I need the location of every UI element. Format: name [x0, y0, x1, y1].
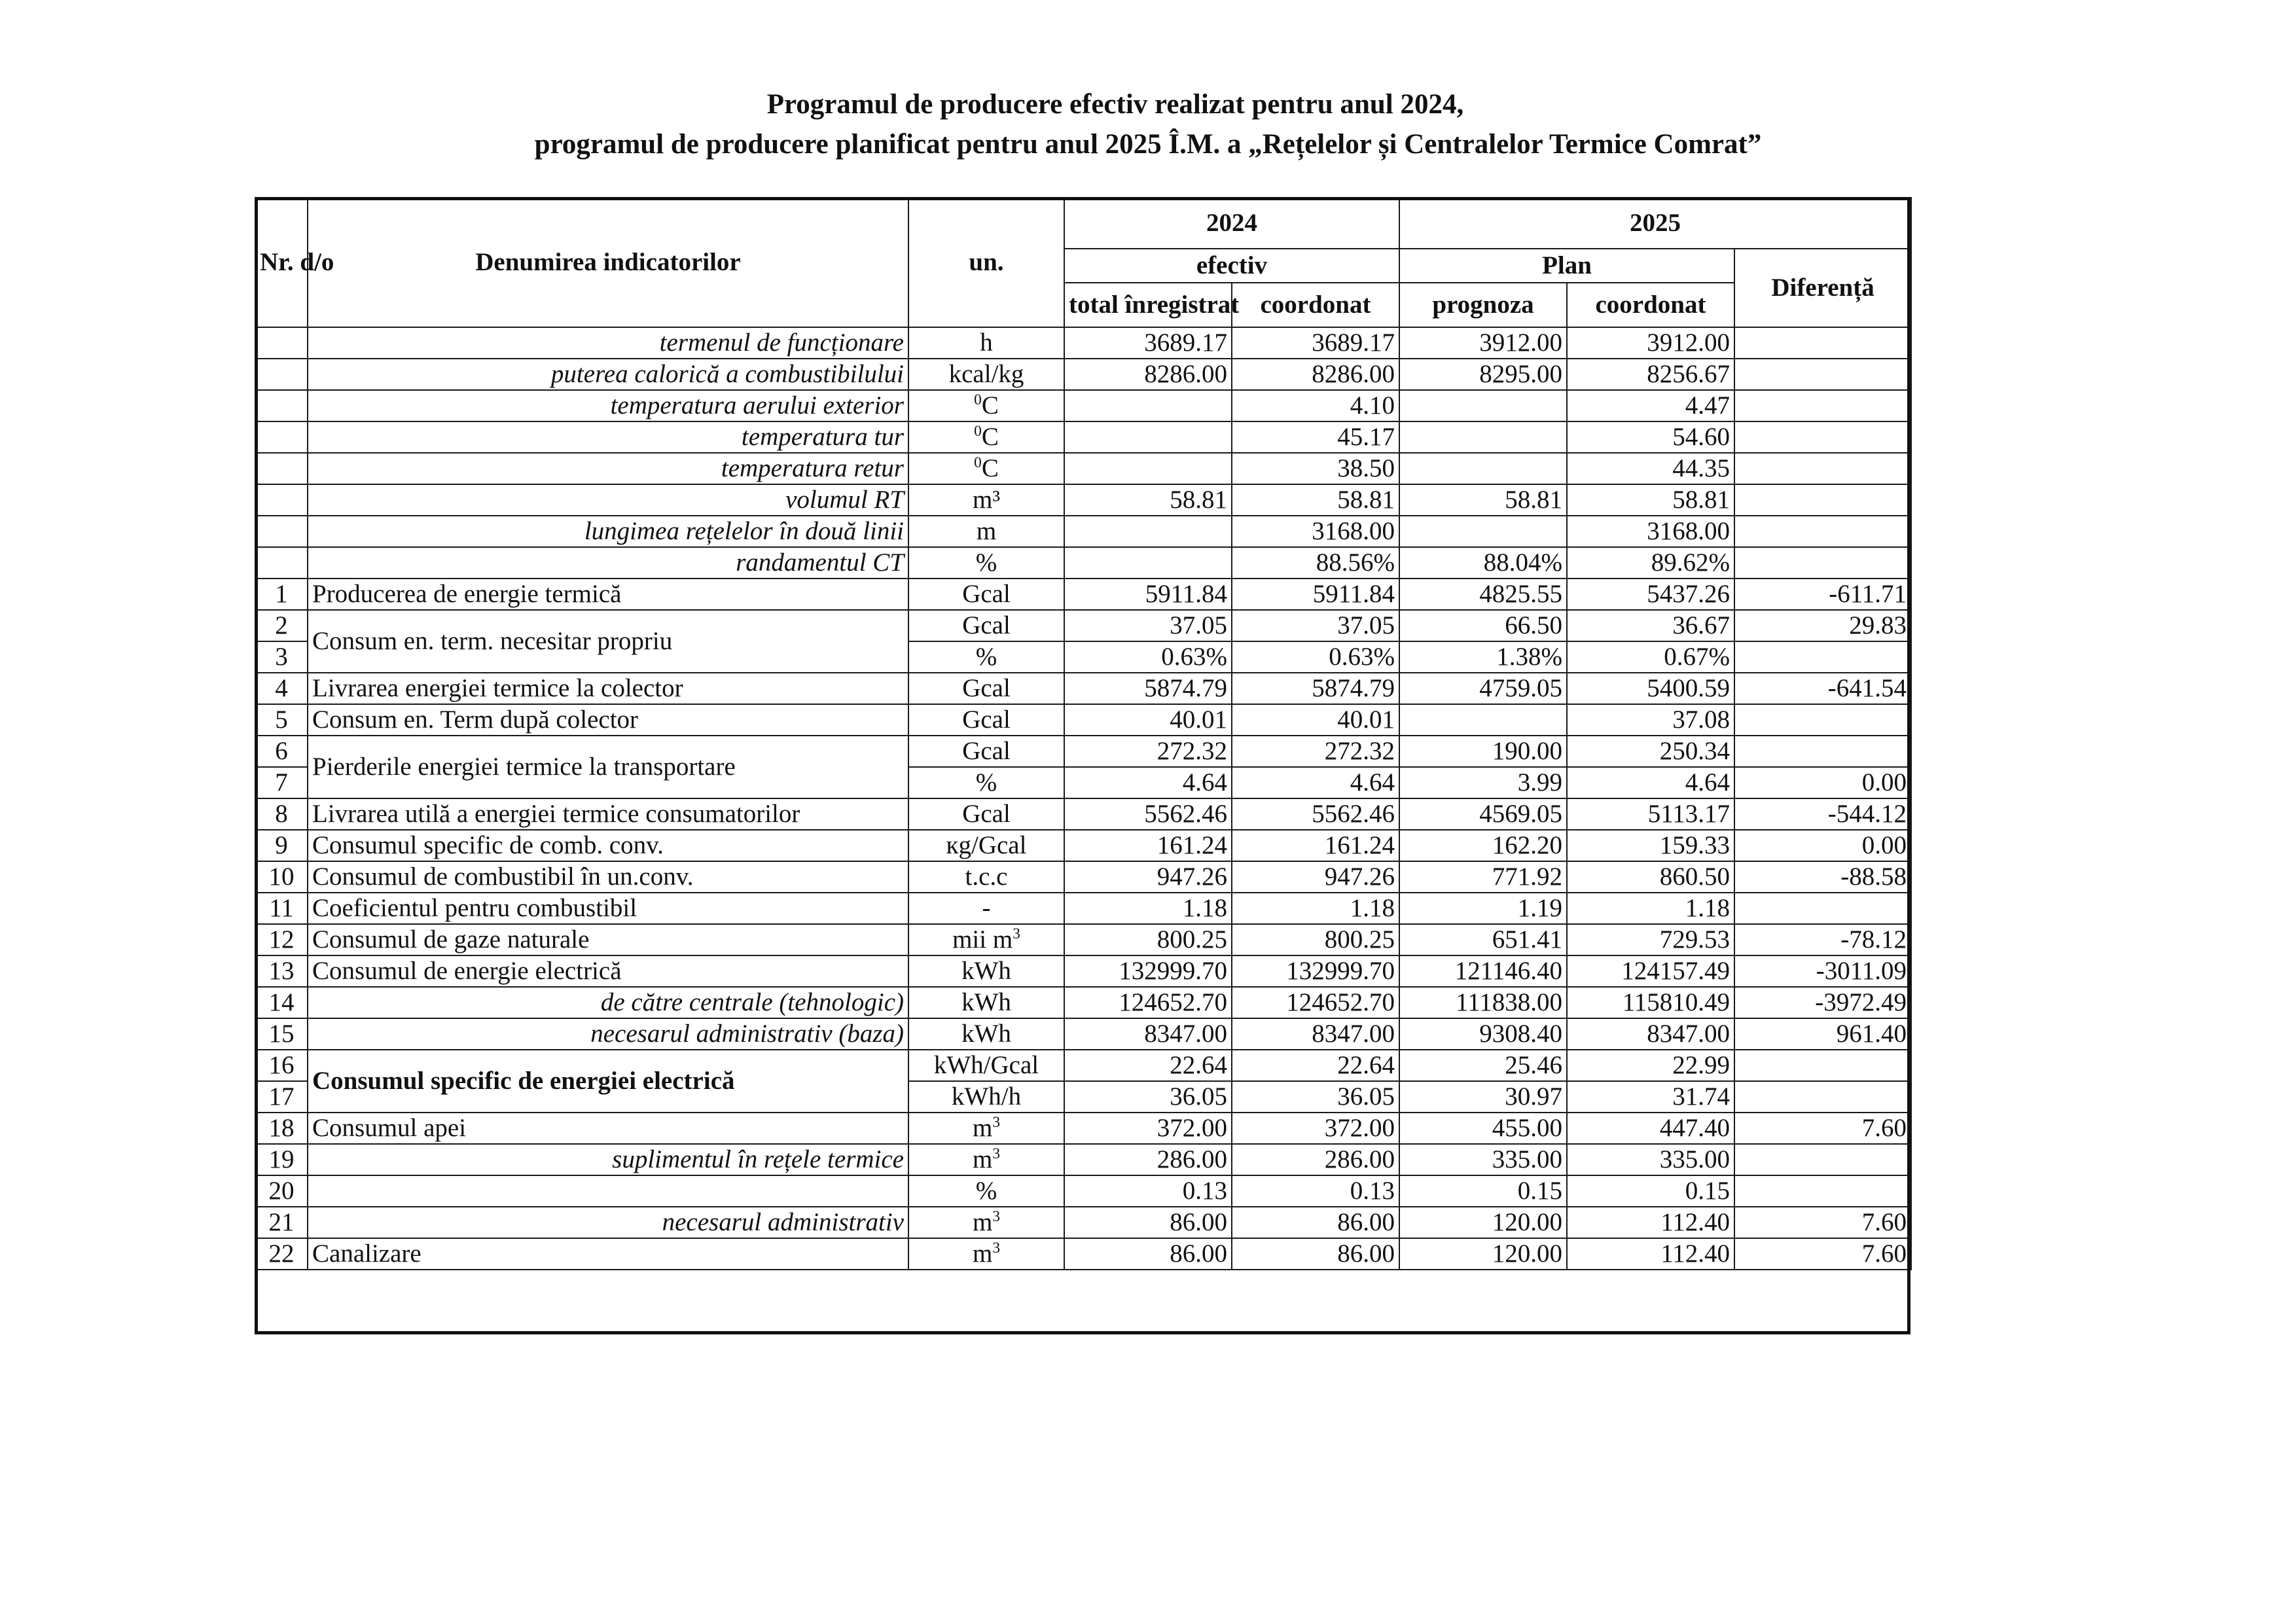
value-total-inregistrat: 36.05: [1064, 1081, 1232, 1113]
value-coordonat-2025: 112.40: [1567, 1238, 1734, 1270]
row-number: 13: [255, 955, 308, 987]
value-total-inregistrat: 286.00: [1064, 1144, 1232, 1175]
unit-cell-superscript: 0: [974, 391, 982, 408]
row-number: 19: [255, 1144, 308, 1175]
table-row: [255, 1207, 1911, 1238]
unit-cell-base: C: [981, 391, 999, 419]
value-coordonat-2025: 5113.17: [1567, 798, 1734, 830]
indicator-name: Producerea de energie termică: [308, 579, 908, 610]
unit-cell: кg/Gcal: [908, 830, 1064, 861]
value-total-inregistrat: 1.18: [1064, 893, 1232, 924]
table-row: [255, 861, 1911, 893]
indicator-name: Consumul specific de energiei electrică: [308, 1050, 908, 1113]
header-plan: Plan: [1399, 249, 1734, 283]
row-number: 5: [255, 704, 308, 736]
value-coordonat-2025: 335.00: [1567, 1144, 1734, 1175]
parameter-row: [255, 547, 1911, 579]
value-diferenta: [1734, 1144, 1911, 1175]
table-row: [255, 924, 1911, 955]
value-diferenta: [1734, 641, 1911, 673]
indicator-name: temperatura tur: [308, 421, 908, 453]
unit-cell-base: C: [981, 454, 999, 482]
value-coordonat-2024: 86.00: [1232, 1207, 1399, 1238]
header-indicator: Denumirea indicatorilor: [308, 198, 908, 327]
unit-cell: Gcal: [908, 610, 1064, 641]
row-number: [255, 484, 308, 516]
unit-cell: [908, 453, 1064, 484]
value-coordonat-2025: 729.53: [1567, 924, 1734, 955]
unit-cell-base: mii m: [952, 925, 1013, 954]
unit-cell-base: m: [972, 1240, 993, 1268]
value-coordonat-2025: 54.60: [1567, 421, 1734, 453]
row-number: 20: [255, 1175, 308, 1207]
value-coordonat-2025: 0.67%: [1567, 641, 1734, 673]
row-number: [255, 359, 308, 390]
value-total-inregistrat: 4.64: [1064, 767, 1232, 798]
row-number: 9: [255, 830, 308, 861]
unit-cell: kWh/Gcal: [908, 1050, 1064, 1081]
table-row: [255, 736, 1911, 767]
value-coordonat-2025: 159.33: [1567, 830, 1734, 861]
header-row-1: [255, 198, 1911, 249]
value-coordonat-2024: 161.24: [1232, 830, 1399, 861]
value-coordonat-2025: 860.50: [1567, 861, 1734, 893]
table-row: [255, 798, 1911, 830]
unit-cell-superscript: 0: [974, 423, 982, 440]
value-coordonat-2025: 22.99: [1567, 1050, 1734, 1081]
unit-cell-base: C: [981, 423, 999, 451]
value-prognoza: 3.99: [1399, 767, 1567, 798]
value-coordonat-2025: 44.35: [1567, 453, 1734, 484]
table-row: [255, 1018, 1911, 1050]
row-number: 15: [255, 1018, 308, 1050]
row-number: 3: [255, 641, 308, 673]
value-diferenta: [1734, 736, 1911, 767]
row-number: 18: [255, 1113, 308, 1144]
value-prognoza: 88.04%: [1399, 547, 1567, 579]
value-coordonat-2024: 86.00: [1232, 1238, 1399, 1270]
unit-cell: kWh: [908, 955, 1064, 987]
value-prognoza: [1399, 453, 1567, 484]
row-number: 1: [255, 579, 308, 610]
value-total-inregistrat: 37.05: [1064, 610, 1232, 641]
unit-cell: kWh: [908, 1018, 1064, 1050]
unit-cell: Gcal: [908, 673, 1064, 704]
value-total-inregistrat: 5562.46: [1064, 798, 1232, 830]
value-prognoza: 455.00: [1399, 1113, 1567, 1144]
value-coordonat-2024: 45.17: [1232, 421, 1399, 453]
value-prognoza: 121146.40: [1399, 955, 1567, 987]
parameter-row: [255, 359, 1911, 390]
unit-cell-superscript: 3: [992, 1145, 1001, 1162]
row-number: 12: [255, 924, 308, 955]
value-prognoza: 30.97: [1399, 1081, 1567, 1113]
parameter-row: [255, 421, 1911, 453]
value-coordonat-2025: 250.34: [1567, 736, 1734, 767]
table-row: [255, 1175, 1911, 1207]
value-coordonat-2024: 22.64: [1232, 1050, 1399, 1081]
value-diferenta: 7.60: [1734, 1113, 1911, 1144]
value-coordonat-2025: 447.40: [1567, 1113, 1734, 1144]
value-total-inregistrat: 124652.70: [1064, 987, 1232, 1018]
row-number: 4: [255, 673, 308, 704]
value-coordonat-2025: 5400.59: [1567, 673, 1734, 704]
value-total-inregistrat: 8286.00: [1064, 359, 1232, 390]
unit-cell: Gcal: [908, 736, 1064, 767]
row-number: 6: [255, 736, 308, 767]
value-diferenta: [1734, 1081, 1911, 1113]
indicator-name: Consumul specific de comb. conv.: [308, 830, 908, 861]
value-coordonat-2024: 3689.17: [1232, 327, 1399, 359]
value-coordonat-2024: 37.05: [1232, 610, 1399, 641]
indicator-name: Consum en. Term după colector: [308, 704, 908, 736]
document-title-line-1: Programul de producere efectiv realizat pentru anul 2024,: [766, 89, 1464, 120]
unit-cell: h: [908, 327, 1064, 359]
row-number: [255, 390, 308, 421]
unit-cell: Gcal: [908, 579, 1064, 610]
indicator-name: Consumul de combustibil în un.conv.: [308, 861, 908, 893]
indicator-name: Consumul de gaze naturale: [308, 924, 908, 955]
header-coordonat-2025: coordonat: [1567, 283, 1734, 327]
table-row: [255, 1113, 1911, 1144]
row-number: 21: [255, 1207, 308, 1238]
value-prognoza: 771.92: [1399, 861, 1567, 893]
value-coordonat-2024: 947.26: [1232, 861, 1399, 893]
indicator-name: Coeficientul pentru combustibil: [308, 893, 908, 924]
indicator-name: temperatura aerului exterior: [308, 390, 908, 421]
value-coordonat-2025: 37.08: [1567, 704, 1734, 736]
indicator-name: termenul de funcționare: [308, 327, 908, 359]
unit-cell-superscript: 3: [992, 1240, 1001, 1257]
unit-cell-base: m: [972, 1145, 993, 1173]
value-prognoza: 1.19: [1399, 893, 1567, 924]
value-diferenta: -611.71: [1734, 579, 1911, 610]
row-number: 14: [255, 987, 308, 1018]
unit-cell: %: [908, 767, 1064, 798]
unit-cell: Gcal: [908, 704, 1064, 736]
value-diferenta: [1734, 453, 1911, 484]
row-number: 7: [255, 767, 308, 798]
row-number: [255, 421, 308, 453]
value-coordonat-2025: 124157.49: [1567, 955, 1734, 987]
row-number: 10: [255, 861, 308, 893]
unit-cell: [908, 1144, 1064, 1175]
header-year-2024: 2024: [1064, 198, 1399, 249]
value-diferenta: 0.00: [1734, 830, 1911, 861]
value-coordonat-2024: 3168.00: [1232, 516, 1399, 547]
parameter-row: [255, 327, 1911, 359]
indicator-name: Consumul apei: [308, 1113, 908, 1144]
value-coordonat-2024: 272.32: [1232, 736, 1399, 767]
value-diferenta: -3972.49: [1734, 987, 1911, 1018]
value-total-inregistrat: 3689.17: [1064, 327, 1232, 359]
value-diferenta: [1734, 547, 1911, 579]
indicator-name: randamentul CT: [308, 547, 908, 579]
indicator-name: [308, 1175, 908, 1207]
value-prognoza: 335.00: [1399, 1144, 1567, 1175]
value-coordonat-2024: 36.05: [1232, 1081, 1399, 1113]
value-coordonat-2024: 0.13: [1232, 1175, 1399, 1207]
value-prognoza: 120.00: [1399, 1238, 1567, 1270]
value-total-inregistrat: [1064, 390, 1232, 421]
value-coordonat-2025: 58.81: [1567, 484, 1734, 516]
value-diferenta: [1734, 484, 1911, 516]
value-diferenta: [1734, 1050, 1911, 1081]
value-coordonat-2024: 1.18: [1232, 893, 1399, 924]
row-number: 8: [255, 798, 308, 830]
value-total-inregistrat: [1064, 453, 1232, 484]
value-prognoza: 4759.05: [1399, 673, 1567, 704]
unit-cell: kWh: [908, 987, 1064, 1018]
row-number: [255, 516, 308, 547]
value-total-inregistrat: 5911.84: [1064, 579, 1232, 610]
value-total-inregistrat: [1064, 547, 1232, 579]
value-diferenta: 0.00: [1734, 767, 1911, 798]
value-coordonat-2024: 40.01: [1232, 704, 1399, 736]
unit-cell: -: [908, 893, 1064, 924]
value-diferenta: -641.54: [1734, 673, 1911, 704]
indicator-name: suplimentul în rețele termice: [308, 1144, 908, 1175]
value-diferenta: 29.83: [1734, 610, 1911, 641]
indicator-name: temperatura retur: [308, 453, 908, 484]
value-coordonat-2025: 8347.00: [1567, 1018, 1734, 1050]
indicator-name: Livrarea utilă a energiei termice consumatorilor: [308, 798, 908, 830]
indicator-name: Pierderile energiei termice la transportare: [308, 736, 908, 798]
value-prognoza: 651.41: [1399, 924, 1567, 955]
table-row: [255, 1144, 1911, 1175]
value-total-inregistrat: 86.00: [1064, 1207, 1232, 1238]
value-coordonat-2025: 8256.67: [1567, 359, 1734, 390]
value-total-inregistrat: [1064, 421, 1232, 453]
value-prognoza: 120.00: [1399, 1207, 1567, 1238]
value-coordonat-2025: 31.74: [1567, 1081, 1734, 1113]
value-total-inregistrat: 272.32: [1064, 736, 1232, 767]
value-coordonat-2024: 4.64: [1232, 767, 1399, 798]
unit-cell-base: m: [972, 1208, 993, 1236]
unit-cell: [908, 421, 1064, 453]
unit-cell: %: [908, 1175, 1064, 1207]
value-total-inregistrat: 22.64: [1064, 1050, 1232, 1081]
value-prognoza: 190.00: [1399, 736, 1567, 767]
value-coordonat-2024: 5562.46: [1232, 798, 1399, 830]
table-row: [255, 610, 1911, 641]
value-coordonat-2025: 36.67: [1567, 610, 1734, 641]
document-title-line-2: programul de producere planificat pentru anul 2025 Î.M. a „Rețelelor și Centralelor Termice Comrat”: [534, 129, 1762, 160]
value-prognoza: 4825.55: [1399, 579, 1567, 610]
value-total-inregistrat: 86.00: [1064, 1238, 1232, 1270]
parameter-row: [255, 484, 1911, 516]
value-diferenta: [1734, 421, 1911, 453]
unit-cell: [908, 1207, 1064, 1238]
value-total-inregistrat: [1064, 516, 1232, 547]
table-row: [255, 955, 1911, 987]
value-coordonat-2025: 115810.49: [1567, 987, 1734, 1018]
row-number: [255, 327, 308, 359]
value-diferenta: -88.58: [1734, 861, 1911, 893]
value-prognoza: [1399, 390, 1567, 421]
row-number: 2: [255, 610, 308, 641]
table-row: [255, 830, 1911, 861]
header-prognoza: prognoza: [1399, 283, 1567, 327]
header-year-2025: 2025: [1399, 198, 1911, 249]
header-coordonat-2024: coordonat: [1232, 283, 1399, 327]
value-prognoza: 111838.00: [1399, 987, 1567, 1018]
indicator-name: Consumul de energie electrică: [308, 955, 908, 987]
unit-cell: Gcal: [908, 798, 1064, 830]
indicator-name: necesarul administrativ (baza): [308, 1018, 908, 1050]
value-diferenta: [1734, 893, 1911, 924]
value-diferenta: 961.40: [1734, 1018, 1911, 1050]
indicator-name: necesarul administrativ: [308, 1207, 908, 1238]
value-coordonat-2024: 58.81: [1232, 484, 1399, 516]
parameter-row: [255, 390, 1911, 421]
value-coordonat-2024: 132999.70: [1232, 955, 1399, 987]
value-coordonat-2025: 0.15: [1567, 1175, 1734, 1207]
value-coordonat-2024: 88.56%: [1232, 547, 1399, 579]
table-row: [255, 1050, 1911, 1081]
value-coordonat-2024: 8347.00: [1232, 1018, 1399, 1050]
row-number: [255, 547, 308, 579]
row-number: 22: [255, 1238, 308, 1270]
unit-cell-base: m: [972, 1114, 993, 1142]
value-total-inregistrat: 40.01: [1064, 704, 1232, 736]
value-prognoza: 3912.00: [1399, 327, 1567, 359]
value-prognoza: 0.15: [1399, 1175, 1567, 1207]
value-prognoza: 66.50: [1399, 610, 1567, 641]
value-diferenta: [1734, 359, 1911, 390]
unit-cell-superscript: 3: [992, 1114, 1001, 1131]
table-row: [255, 579, 1911, 610]
value-prognoza: [1399, 421, 1567, 453]
row-number: 11: [255, 893, 308, 924]
value-prognoza: 25.46: [1399, 1050, 1567, 1081]
value-prognoza: 58.81: [1399, 484, 1567, 516]
row-number: [255, 453, 308, 484]
value-prognoza: [1399, 704, 1567, 736]
unit-cell-superscript: 0: [974, 454, 982, 471]
value-prognoza: 9308.40: [1399, 1018, 1567, 1050]
table-row: [255, 704, 1911, 736]
unit-cell-superscript: 3: [992, 1208, 1001, 1225]
value-total-inregistrat: 947.26: [1064, 861, 1232, 893]
table-row: [255, 987, 1911, 1018]
unit-cell: [908, 1238, 1064, 1270]
value-coordonat-2024: 124652.70: [1232, 987, 1399, 1018]
value-diferenta: [1734, 704, 1911, 736]
table-row: [255, 673, 1911, 704]
value-coordonat-2025: 4.64: [1567, 767, 1734, 798]
value-coordonat-2024: 372.00: [1232, 1113, 1399, 1144]
value-total-inregistrat: 800.25: [1064, 924, 1232, 955]
unit-cell: [908, 1113, 1064, 1144]
value-total-inregistrat: 58.81: [1064, 484, 1232, 516]
unit-cell: %: [908, 641, 1064, 673]
value-diferenta: [1734, 1175, 1911, 1207]
value-prognoza: 1.38%: [1399, 641, 1567, 673]
unit-cell: %: [908, 547, 1064, 579]
value-prognoza: 8295.00: [1399, 359, 1567, 390]
header-efectiv: efectiv: [1064, 249, 1399, 283]
value-total-inregistrat: 5874.79: [1064, 673, 1232, 704]
value-diferenta: 7.60: [1734, 1207, 1911, 1238]
value-diferenta: -3011.09: [1734, 955, 1911, 987]
value-coordonat-2025: 3912.00: [1567, 327, 1734, 359]
value-coordonat-2024: 38.50: [1232, 453, 1399, 484]
parameter-row: [255, 516, 1911, 547]
unit-cell: kWh/h: [908, 1081, 1064, 1113]
value-total-inregistrat: 0.63%: [1064, 641, 1232, 673]
value-coordonat-2024: 800.25: [1232, 924, 1399, 955]
value-coordonat-2024: 286.00: [1232, 1144, 1399, 1175]
value-total-inregistrat: 0.13: [1064, 1175, 1232, 1207]
indicator-name: volumul RT: [308, 484, 908, 516]
indicator-name: Consum en. term. necesitar propriu: [308, 610, 908, 673]
row-number: 16: [255, 1050, 308, 1081]
unit-cell: [908, 924, 1064, 955]
unit-cell: kcal/kg: [908, 359, 1064, 390]
indicator-name: Canalizare: [308, 1238, 908, 1270]
indicator-name: lungimea rețelelor în două linii: [308, 516, 908, 547]
header-nr: Nr. d/o: [255, 198, 308, 327]
value-total-inregistrat: 161.24: [1064, 830, 1232, 861]
table-row: [255, 893, 1911, 924]
value-prognoza: 4569.05: [1399, 798, 1567, 830]
unit-cell: m³: [908, 484, 1064, 516]
value-coordonat-2025: 5437.26: [1567, 579, 1734, 610]
value-total-inregistrat: 372.00: [1064, 1113, 1232, 1144]
value-prognoza: 162.20: [1399, 830, 1567, 861]
value-diferenta: -78.12: [1734, 924, 1911, 955]
header-diferenta: Diferență: [1734, 249, 1911, 327]
value-diferenta: 7.60: [1734, 1238, 1911, 1270]
parameter-row: [255, 453, 1911, 484]
value-diferenta: [1734, 327, 1911, 359]
value-coordonat-2025: 1.18: [1567, 893, 1734, 924]
value-coordonat-2024: 4.10: [1232, 390, 1399, 421]
header-unit: un.: [908, 198, 1064, 327]
table-row: [255, 1238, 1911, 1270]
value-coordonat-2024: 5911.84: [1232, 579, 1399, 610]
value-prognoza: [1399, 516, 1567, 547]
value-diferenta: -544.12: [1734, 798, 1911, 830]
indicator-name: puterea calorică a combustibilului: [308, 359, 908, 390]
value-coordonat-2025: 3168.00: [1567, 516, 1734, 547]
indicator-name: de către centrale (tehnologic): [308, 987, 908, 1018]
value-total-inregistrat: 8347.00: [1064, 1018, 1232, 1050]
value-total-inregistrat: 132999.70: [1064, 955, 1232, 987]
value-coordonat-2025: 4.47: [1567, 390, 1734, 421]
value-diferenta: [1734, 390, 1911, 421]
value-coordonat-2024: 8286.00: [1232, 359, 1399, 390]
value-diferenta: [1734, 516, 1911, 547]
value-coordonat-2024: 0.63%: [1232, 641, 1399, 673]
unit-cell-superscript: 3: [1013, 925, 1020, 942]
header-total-inregistrat: total înregistrat: [1064, 283, 1232, 327]
unit-cell: t.c.c: [908, 861, 1064, 893]
value-coordonat-2025: 89.62%: [1567, 547, 1734, 579]
value-coordonat-2024: 5874.79: [1232, 673, 1399, 704]
unit-cell: m: [908, 516, 1064, 547]
production-program-table: [255, 197, 1912, 1270]
unit-cell: [908, 390, 1064, 421]
indicator-name: Livrarea energiei termice la colector: [308, 673, 908, 704]
row-number: 17: [255, 1081, 308, 1113]
value-coordonat-2025: 112.40: [1567, 1207, 1734, 1238]
